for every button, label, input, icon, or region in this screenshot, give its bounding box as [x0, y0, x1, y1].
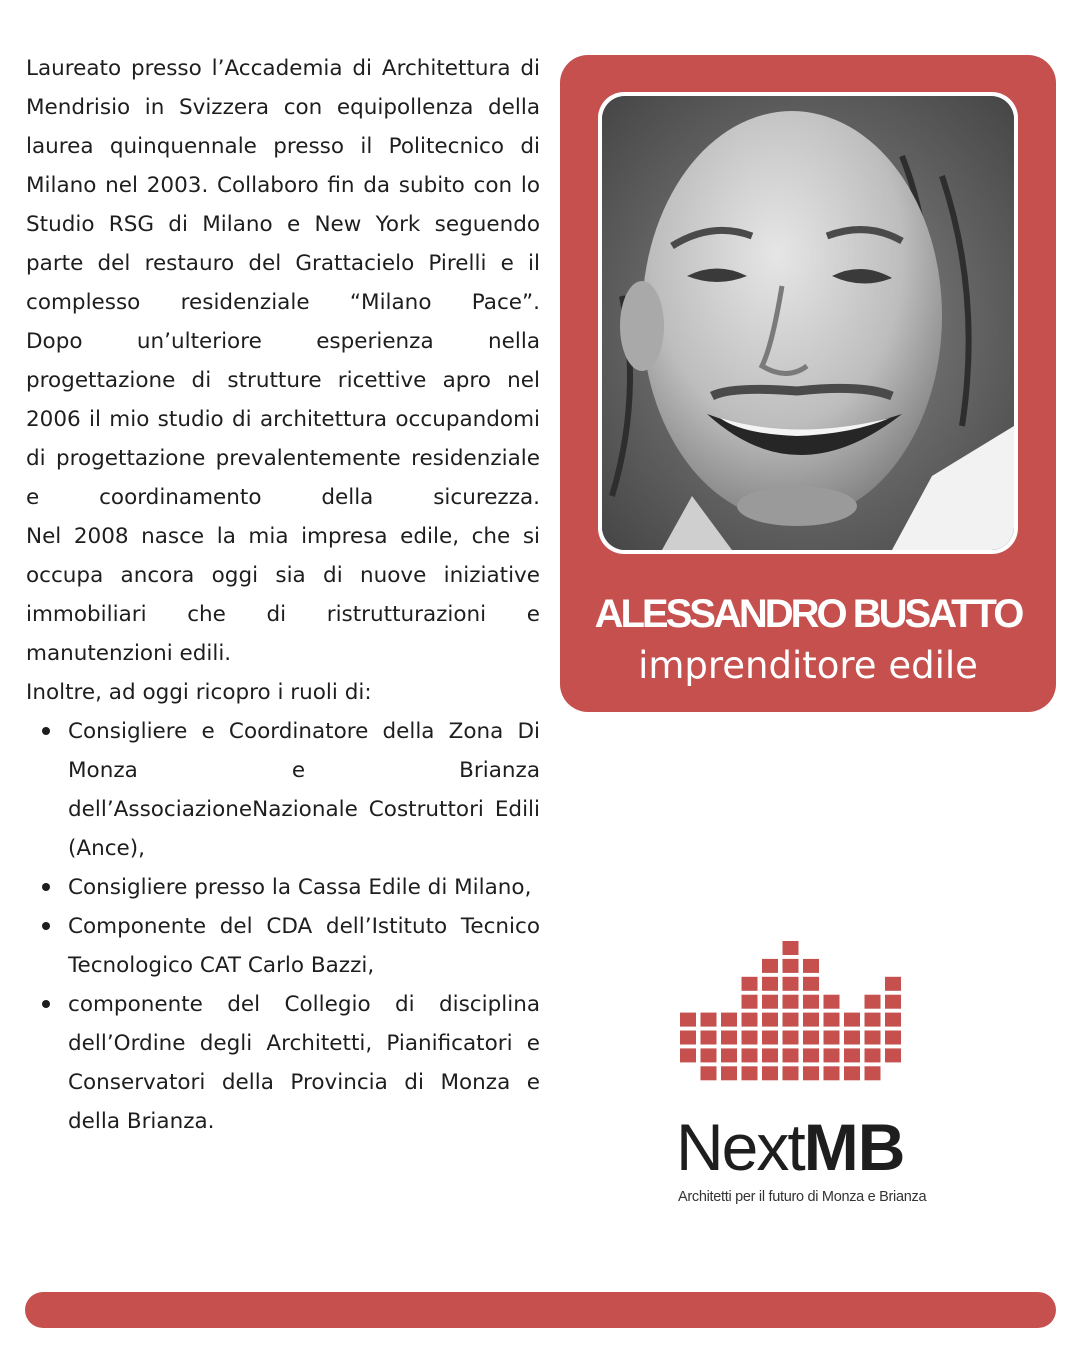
nextmb-logo — [676, 940, 936, 1230]
bullet-icon — [42, 1000, 50, 1008]
footer-bar — [25, 1292, 1056, 1328]
bullet-icon — [42, 727, 50, 735]
logo-tagline: Architetti per il futuro di Monza e Brianza — [678, 1189, 927, 1205]
nextmb-pixel-map-icon — [676, 940, 936, 1085]
portrait-frame — [598, 92, 1018, 554]
profile-card — [560, 55, 1056, 712]
person-name: ALESSANDRO BUSATTO — [594, 592, 1022, 636]
logo-word-mb: MB — [803, 1110, 905, 1184]
bullet-icon — [42, 922, 50, 930]
roles-list-item: Componente del CDA dell’Istituto Tecnico Tecnologico CAT Carlo Bazzi, — [68, 907, 540, 985]
portrait-photo — [602, 96, 1014, 550]
bio-paragraph-company: Nel 2008 nasce la mia impresa edile, che si occupa ancora oggi sia di nuove iniziative immobiliari che di ristrutturazioni e manutenzioni edili. — [26, 524, 540, 666]
bio-text — [26, 49, 540, 1141]
bio-roles-intro: Inoltre, ad oggi ricopro i ruoli di: — [26, 680, 372, 705]
bullet-icon — [42, 883, 50, 891]
logo-wordmark — [676, 1112, 904, 1182]
portrait-placeholder-icon — [602, 96, 1014, 550]
logo-word-next: Next — [676, 1110, 804, 1184]
bio-paragraph-studio: Dopo un’ulteriore esperienza nella progettazione di strutture ricettive apro nel 2006 il mio studio di architettura occupandomi di progettazione prevalentemente residenziale e coordinamento della sicurezza. — [26, 329, 540, 510]
person-role: imprenditore edile — [638, 644, 978, 687]
roles-list-item: Consigliere e Coordinatore della Zona Di Monza e Brianza dell’AssociazioneNazionale Costruttori Edili (Ance), — [68, 712, 540, 868]
roles-list — [26, 712, 540, 1141]
roles-list-item: Consigliere presso la Cassa Edile di Milano, — [68, 868, 540, 907]
roles-list-item: componente del Collegio di disciplina dell’Ordine degli Architetti, Pianificatori e Conservatori della Provincia di Monza e della Brianza. — [68, 985, 540, 1141]
bio-paragraph-education: Laureato presso l’Accademia di Architettura di Mendrisio in Svizzera con equipollenza della laurea quinquennale presso il Politecnico di Milano nel 2003. Collaboro fin da subito con lo Studio RSG di Milano e New York seguendo parte del restauro del Grattacielo Pirelli e il complesso residenziale “Milano Pace”. — [26, 56, 540, 315]
